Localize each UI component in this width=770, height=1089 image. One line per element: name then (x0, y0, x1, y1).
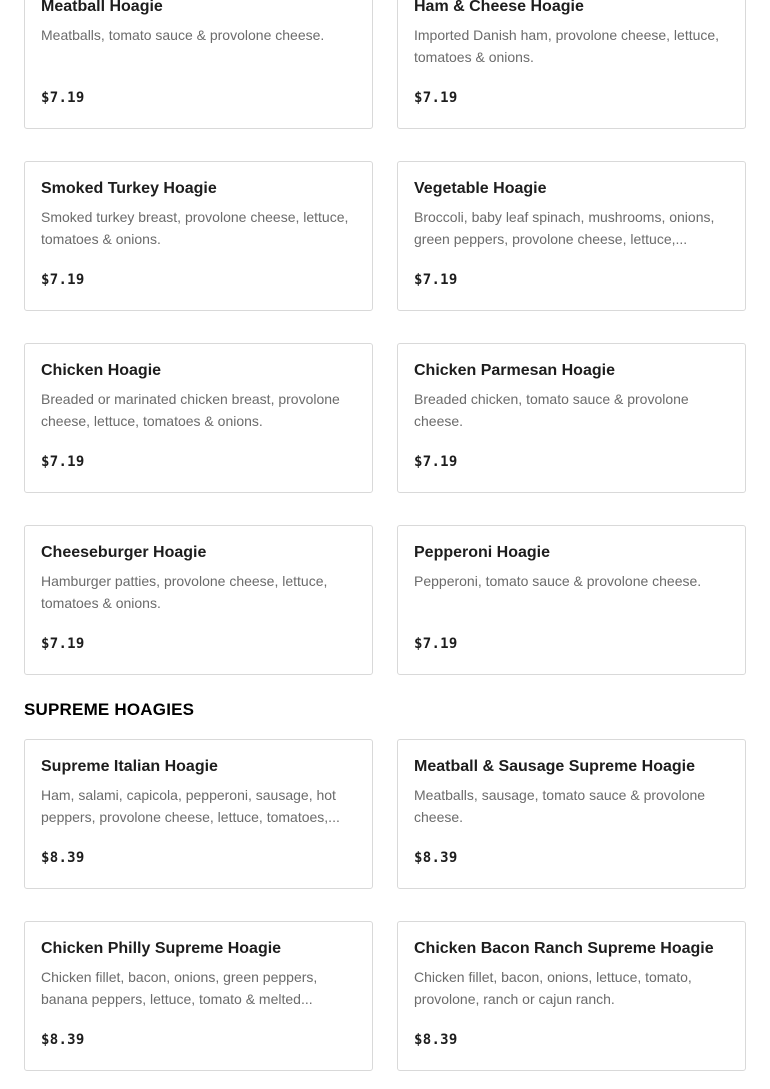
menu-item-price: $7.19 (414, 272, 458, 288)
menu-item-description: Meatballs, sausage, tomato sauce & provolone cheese. (414, 787, 706, 825)
menu-item-price: $7.19 (414, 454, 458, 470)
menu-item-description: Hamburger patties, provolone cheese, lettuce, tomatoes & onions. (41, 573, 328, 611)
menu-item-price: $8.39 (41, 850, 85, 866)
menu-item-card-cheeseburger-hoagie[interactable] (24, 525, 373, 675)
menu-item-description: Breaded or marinated chicken breast, provolone cheese, lettuce, tomatoes & onions. (41, 391, 340, 429)
menu-item-name: Chicken Parmesan Hoagie (414, 362, 615, 379)
menu-item-description: Ham, salami, capicola, pepperoni, sausage, hot peppers, provolone cheese, lettuce, tomatoes,... (41, 787, 340, 825)
menu-item-card-pepperoni-hoagie[interactable] (397, 525, 746, 675)
menu-item-card-chicken-parmesan-hoagie[interactable] (397, 343, 746, 493)
menu-item-price: $7.19 (414, 636, 458, 652)
menu-item-description: Broccoli, baby leaf spinach, mushrooms, onions, green peppers, provolone cheese, lettuce,... (414, 209, 715, 247)
menu-item-price: $7.19 (41, 90, 85, 106)
menu-item-name: Chicken Bacon Ranch Supreme Hoagie (414, 940, 714, 957)
menu-item-description: Imported Danish ham, provolone cheese, lettuce, tomatoes & onions. (414, 27, 720, 65)
menu-item-price: $7.19 (41, 272, 85, 288)
menu-item-card-meatball-sausage-supreme-hoagie[interactable] (397, 739, 746, 889)
menu-item-description: Chicken fillet, bacon, onions, lettuce, tomato, provolone, ranch or cajun ranch. (414, 969, 692, 1007)
menu-item-price: $8.39 (414, 1032, 458, 1048)
menu-item-name: Chicken Philly Supreme Hoagie (41, 940, 282, 957)
menu-item-price: $7.19 (414, 90, 458, 106)
menu-item-card-chicken-philly-supreme-hoagie[interactable] (24, 921, 373, 1071)
menu-item-card-meatball-hoagie[interactable] (24, 0, 373, 129)
menu-item-description: Breaded chicken, tomato sauce & provolone cheese. (414, 391, 689, 429)
menu-item-price: $7.19 (41, 454, 85, 470)
menu-item-card-chicken-hoagie[interactable] (24, 343, 373, 493)
menu-item-card-supreme-italian-hoagie[interactable] (24, 739, 373, 889)
menu-item-card-ham-cheese-hoagie[interactable] (397, 0, 746, 129)
menu-item-description: Chicken fillet, bacon, onions, green peppers, banana peppers, lettuce, tomato & melted... (41, 969, 318, 1007)
menu-item-price: $8.39 (41, 1032, 85, 1048)
menu-item-name: Pepperoni Hoagie (414, 544, 551, 561)
menu-item-name: Chicken Hoagie (41, 362, 162, 379)
menu-item-description: Meatballs, tomato sauce & provolone cheese. (41, 27, 325, 43)
menu-item-name: Cheeseburger Hoagie (41, 544, 207, 561)
menu-item-card-smoked-turkey-hoagie[interactable] (24, 161, 373, 311)
menu-item-name: Supreme Italian Hoagie (41, 758, 218, 775)
menu-item-name: Meatball Hoagie (41, 0, 163, 15)
menu-item-card-vegetable-hoagie[interactable] (397, 161, 746, 311)
menu-item-name: Vegetable Hoagie (414, 180, 547, 197)
menu-item-name: Ham & Cheese Hoagie (414, 0, 584, 15)
menu-item-name: Smoked Turkey Hoagie (41, 180, 217, 197)
menu-item-description: Smoked turkey breast, provolone cheese, lettuce, tomatoes & onions. (41, 209, 349, 247)
menu-item-price: $8.39 (414, 850, 458, 866)
menu-item-name: Meatball & Sausage Supreme Hoagie (414, 758, 695, 775)
section-heading-supreme-hoagies: SUPREME HOAGIES (24, 700, 195, 719)
menu-item-price: $7.19 (41, 636, 85, 652)
menu-item-description: Pepperoni, tomato sauce & provolone cheese. (414, 573, 702, 589)
menu-item-card-chicken-bacon-ranch-supreme-hoagie[interactable] (397, 921, 746, 1071)
